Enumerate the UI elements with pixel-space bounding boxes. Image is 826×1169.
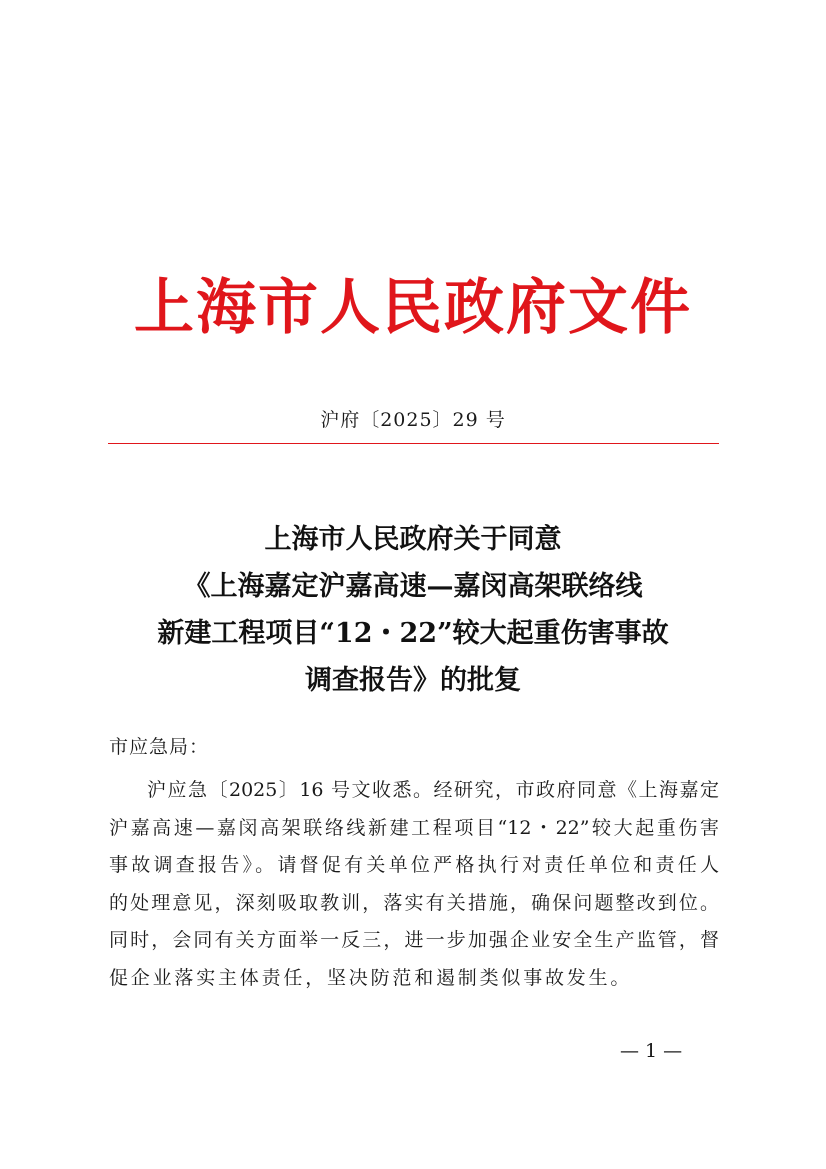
page-number: — 1 — [620, 1040, 683, 1062]
body-line: 促企业落实主体责任，坚决防范和遏制类似事故发生。 [109, 966, 633, 989]
body-line: 沪嘉高速—嘉闵高架联络线新建工程项目“12・22”较大起重伤害 [109, 816, 719, 839]
title-line: 《上海嘉定沪嘉高速—嘉闵高架联络线 [183, 571, 643, 602]
red-divider-line [108, 443, 719, 444]
body-line: 同时，会同有关方面举一反三，进一步加强企业安全生产监管，督 [109, 929, 719, 951]
title-line: 上海市人民政府关于同意 [264, 524, 562, 555]
document-masthead: 上海市人民政府文件 [134, 273, 692, 343]
title-line: 新建工程项目“12・22”较大起重伤害事故 [157, 618, 669, 649]
body-line: 的处理意见，深刻吸取教训，落实有关措施，确保问题整改到位。 [109, 891, 719, 914]
title-line: 调查报告》的批复 [305, 665, 521, 696]
body-line: 沪应急〔2025〕16 号文收悉。经研究，市政府同意《上海嘉定 [147, 779, 719, 801]
body-line: 事故调查报告》。请督促有关单位严格执行对责任单位和责任人 [109, 854, 719, 876]
body-paragraph [109, 772, 719, 997]
salutation: 市应急局： [109, 736, 210, 758]
document-title [0, 516, 826, 704]
document-number: 沪府〔2025〕29 号 [320, 409, 506, 431]
